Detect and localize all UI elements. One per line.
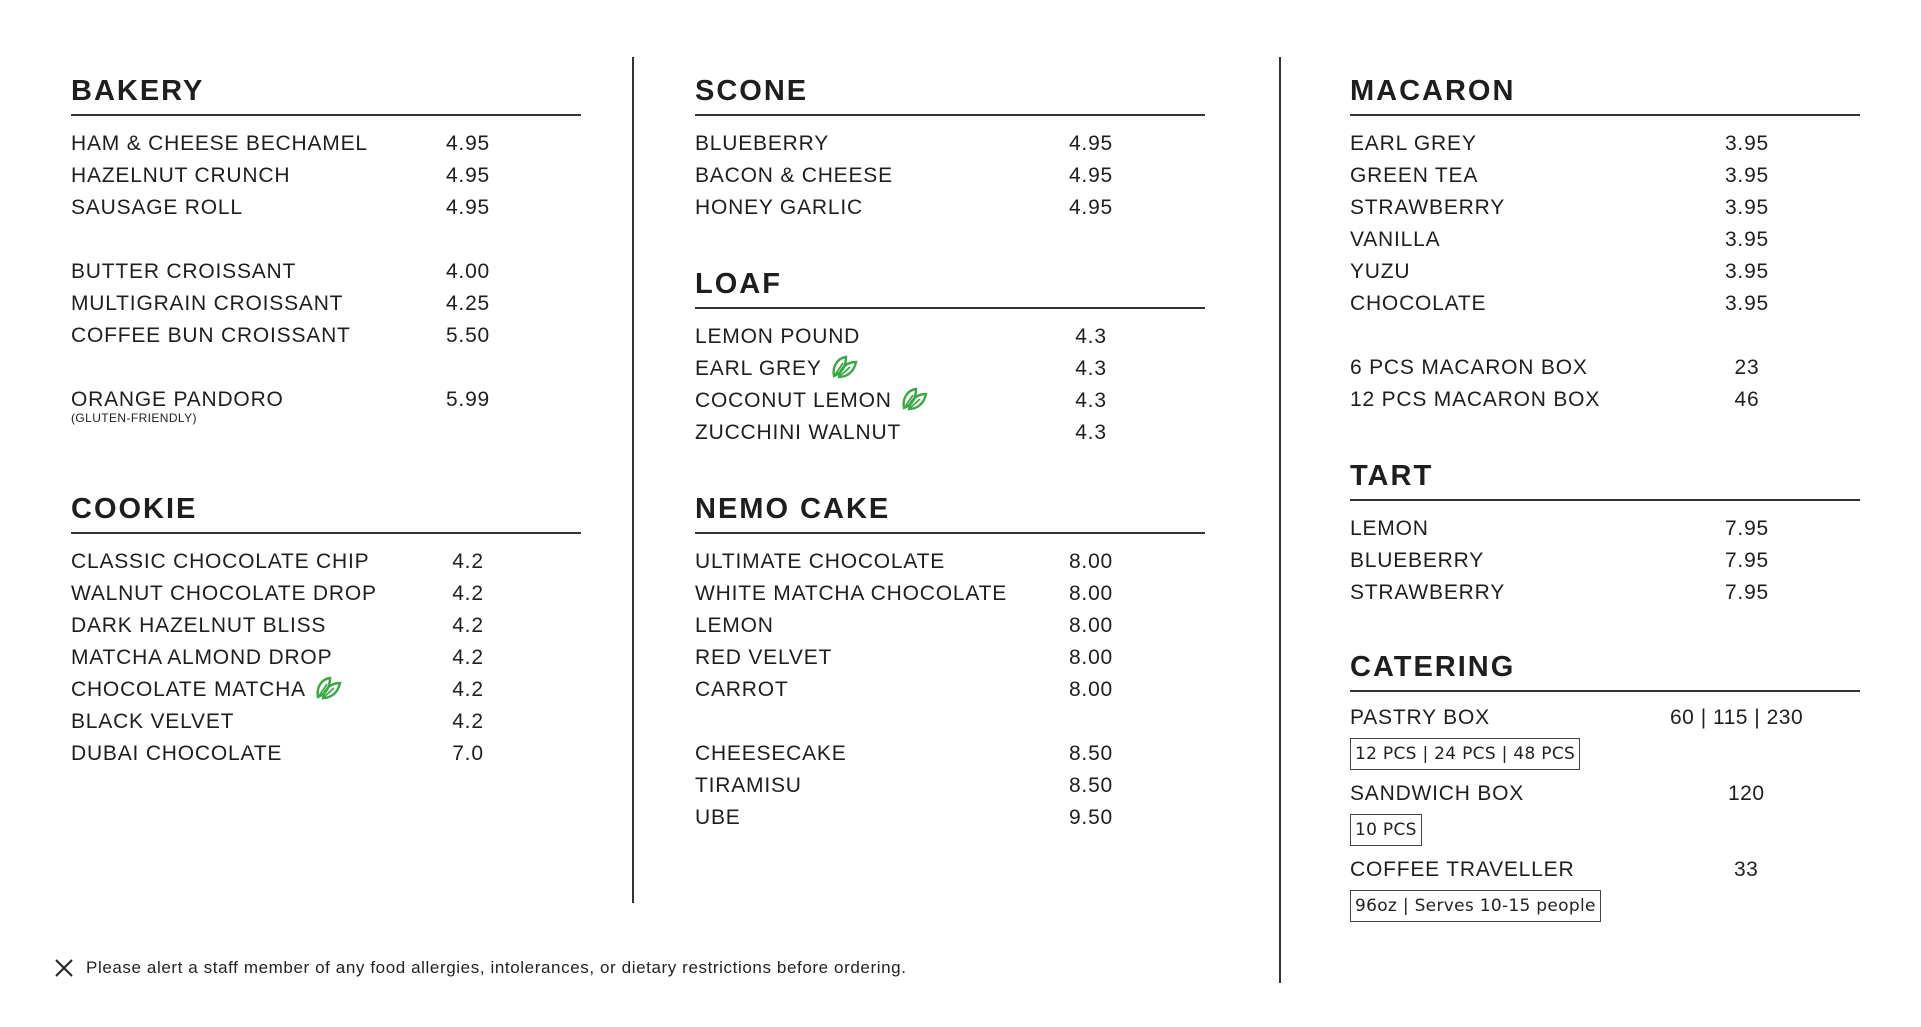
- item-price: 23: [1734, 356, 1760, 379]
- item-price: 8.00: [1068, 614, 1114, 637]
- menu-item: [1350, 384, 1860, 416]
- menu-item: [71, 578, 581, 610]
- leaf-icon: [900, 386, 928, 412]
- item-price: 33: [1734, 858, 1759, 881]
- item-note: (GLUTEN-FRIENDLY): [71, 411, 197, 425]
- item-name: HAM & CHEESE BECHAMEL: [71, 132, 368, 155]
- item-name: BUTTER CROISSANT: [71, 260, 297, 283]
- menu-item: [1350, 128, 1860, 160]
- section-title: COOKIE: [71, 492, 581, 534]
- item-price: 4.95: [445, 196, 491, 219]
- menu-item: [695, 353, 1205, 385]
- menu-item: [1350, 160, 1860, 192]
- item-price: 4.95: [445, 164, 491, 187]
- menu-item: [695, 642, 1205, 674]
- item-price: 3.95: [1724, 260, 1770, 283]
- menu-item: [71, 610, 581, 642]
- menu-item: [1350, 288, 1860, 320]
- menu-item: [1350, 224, 1860, 256]
- item-price: 3.95: [1724, 196, 1770, 219]
- item-price: 4.95: [445, 132, 491, 155]
- item-list: [1350, 702, 1860, 930]
- item-price: 4.2: [452, 550, 484, 573]
- item-name: SANDWICH BOX: [1350, 782, 1525, 805]
- item-price: 7.95: [1724, 517, 1770, 540]
- catering-item: [1350, 854, 1860, 930]
- item-name: CHOCOLATE: [1350, 292, 1487, 315]
- section-catering: [1350, 650, 1860, 930]
- item-price: 3.95: [1724, 228, 1770, 251]
- item-name: LEMON: [695, 614, 774, 637]
- item-name: GREEN TEA: [1350, 164, 1479, 187]
- item-list: [695, 546, 1205, 834]
- item-price: 7.95: [1724, 581, 1770, 604]
- allergy-notice-text: Please alert a staff member of any food allergies, intolerances, or dietary restrictions before ordering.: [86, 958, 907, 977]
- item-price: 4.95: [1068, 164, 1114, 187]
- section-nemo-cake: [695, 492, 1205, 834]
- item-name: ZUCCHINI WALNUT: [695, 421, 902, 444]
- menu-item: [71, 642, 581, 674]
- section-title: CATERING: [1350, 650, 1860, 692]
- item-price: 4.2: [452, 582, 484, 605]
- item-name: CHEESECAKE: [695, 742, 847, 765]
- item-detail-box: 12 PCS | 24 PCS | 48 PCS: [1350, 738, 1580, 770]
- section-cookie: [71, 492, 581, 770]
- item-name: DUBAI CHOCOLATE: [71, 742, 283, 765]
- section-macaron: [1350, 74, 1860, 416]
- menu-item: [695, 321, 1205, 353]
- item-price: 8.00: [1068, 678, 1114, 701]
- menu-item: [71, 706, 581, 738]
- section-loaf: [695, 267, 1205, 449]
- menu-item: [71, 128, 581, 160]
- item-name: WALNUT CHOCOLATE DROP: [71, 582, 377, 605]
- leaf-icon: [830, 354, 858, 380]
- catering-item: [1350, 702, 1860, 778]
- section-title: SCONE: [695, 74, 1205, 116]
- menu-item: [695, 610, 1205, 642]
- item-price: 9.50: [1068, 806, 1114, 829]
- item-price: 4.95: [1068, 132, 1114, 155]
- item-price: 120: [1728, 782, 1765, 805]
- item-detail-box: 10 PCS: [1350, 814, 1422, 846]
- section-title: MACARON: [1350, 74, 1860, 116]
- item-name: STRAWBERRY: [1350, 581, 1506, 604]
- item-name: COFFEE BUN CROISSANT: [71, 324, 351, 347]
- item-name: YUZU: [1350, 260, 1411, 283]
- item-name: RED VELVET: [695, 646, 833, 669]
- item-name: COCONUT LEMON: [695, 385, 928, 417]
- item-name: HONEY GARLIC: [695, 196, 863, 219]
- item-list: [1350, 128, 1860, 416]
- item-detail-box: 96oz | Serves 10-15 people: [1350, 890, 1601, 922]
- item-price: 4.2: [452, 646, 484, 669]
- item-price: 7.0: [452, 742, 484, 765]
- item-name: WHITE MATCHA CHOCOLATE: [695, 582, 1007, 605]
- item-name: HAZELNUT CRUNCH: [71, 164, 291, 187]
- item-price: 8.00: [1068, 582, 1114, 605]
- menu-item: [695, 128, 1205, 160]
- item-name: BLUEBERRY: [695, 132, 830, 155]
- item-name: ULTIMATE CHOCOLATE: [695, 550, 946, 573]
- menu-item: [695, 546, 1205, 578]
- column-divider-1: [632, 57, 634, 903]
- item-price: 8.50: [1068, 774, 1114, 797]
- item-price: 4.3: [1075, 357, 1107, 380]
- item-price: 4.95: [1068, 196, 1114, 219]
- menu-item: [71, 192, 581, 224]
- item-price: 3.95: [1724, 132, 1770, 155]
- item-price: 5.50: [445, 324, 491, 347]
- item-price: 4.2: [452, 710, 484, 733]
- menu-item: [695, 738, 1205, 770]
- section-title: TART: [1350, 459, 1860, 501]
- item-price: 4.00: [445, 260, 491, 283]
- menu-item: [1350, 352, 1860, 384]
- section-bakery: [71, 74, 581, 425]
- item-price: 3.95: [1724, 292, 1770, 315]
- item-name: LEMON: [1350, 517, 1429, 540]
- item-price: 8.50: [1068, 742, 1114, 765]
- item-price: 60 | 115 | 230: [1670, 706, 1804, 729]
- section-title: NEMO CAKE: [695, 492, 1205, 534]
- item-name: CHOCOLATE MATCHA: [71, 674, 342, 706]
- menu-item: [695, 674, 1205, 706]
- menu-item: [71, 546, 581, 578]
- item-name: ORANGE PANDORO: [71, 388, 284, 411]
- section-tart: [1350, 459, 1860, 609]
- item-price: 8.00: [1068, 550, 1114, 573]
- item-name: 6 PCS MACARON BOX: [1350, 356, 1588, 379]
- item-list: [695, 128, 1205, 224]
- menu-item: [695, 385, 1205, 417]
- item-name: BLUEBERRY: [1350, 549, 1485, 572]
- item-name: BACON & CHEESE: [695, 164, 893, 187]
- item-list: [1350, 513, 1860, 609]
- item-price: 3.95: [1724, 164, 1770, 187]
- item-price: 4.3: [1075, 389, 1107, 412]
- menu-item: [71, 160, 581, 192]
- item-price: 4.3: [1075, 421, 1107, 444]
- close-icon: [54, 958, 74, 978]
- item-name: STRAWBERRY: [1350, 196, 1506, 219]
- item-name: PASTRY BOX: [1350, 706, 1490, 729]
- item-name: VANILLA: [1350, 228, 1441, 251]
- item-list: [695, 321, 1205, 449]
- item-list: [71, 128, 581, 425]
- item-price: 7.95: [1724, 549, 1770, 572]
- menu-item: [695, 578, 1205, 610]
- menu-item: [71, 738, 581, 770]
- leaf-icon: [314, 675, 342, 701]
- allergy-notice: [54, 958, 907, 978]
- item-price: 8.00: [1068, 646, 1114, 669]
- menu-item: [695, 802, 1205, 834]
- menu-item: [695, 417, 1205, 449]
- menu-item: [71, 674, 581, 706]
- menu-item: [695, 770, 1205, 802]
- item-price: 4.3: [1075, 325, 1107, 348]
- item-name: 12 PCS MACARON BOX: [1350, 388, 1601, 411]
- menu-item: [1350, 513, 1860, 545]
- item-name: MATCHA ALMOND DROP: [71, 646, 333, 669]
- menu-item: [695, 160, 1205, 192]
- item-price: 5.99: [445, 388, 491, 411]
- item-name: EARL GREY: [695, 353, 858, 385]
- item-name: CLASSIC CHOCOLATE CHIP: [71, 550, 370, 573]
- menu-item: [71, 384, 581, 425]
- menu-item: [1350, 577, 1860, 609]
- item-name: COFFEE TRAVELLER: [1350, 858, 1575, 881]
- menu-item: [1350, 192, 1860, 224]
- menu-item: [1350, 256, 1860, 288]
- item-name: UBE: [695, 806, 741, 829]
- item-name: TIRAMISU: [695, 774, 802, 797]
- column-divider-2: [1279, 57, 1281, 983]
- item-name: MULTIGRAIN CROISSANT: [71, 292, 344, 315]
- section-title: BAKERY: [71, 74, 581, 116]
- item-name: CARROT: [695, 678, 789, 701]
- item-name: DARK HAZELNUT BLISS: [71, 614, 327, 637]
- item-price: 4.2: [452, 678, 484, 701]
- catering-item: [1350, 778, 1860, 854]
- item-price: 4.2: [452, 614, 484, 637]
- section-scone: [695, 74, 1205, 224]
- menu-item: [71, 320, 581, 352]
- item-name: EARL GREY: [1350, 132, 1477, 155]
- item-price: 4.25: [445, 292, 491, 315]
- item-name: SAUSAGE ROLL: [71, 196, 243, 219]
- item-list: [71, 546, 581, 770]
- item-name: BLACK VELVET: [71, 710, 235, 733]
- menu-item: [1350, 545, 1860, 577]
- item-price: 46: [1734, 388, 1760, 411]
- menu-item: [71, 288, 581, 320]
- menu-item: [695, 192, 1205, 224]
- item-name: LEMON POUND: [695, 325, 861, 348]
- section-title: LOAF: [695, 267, 1205, 309]
- menu-item: [71, 256, 581, 288]
